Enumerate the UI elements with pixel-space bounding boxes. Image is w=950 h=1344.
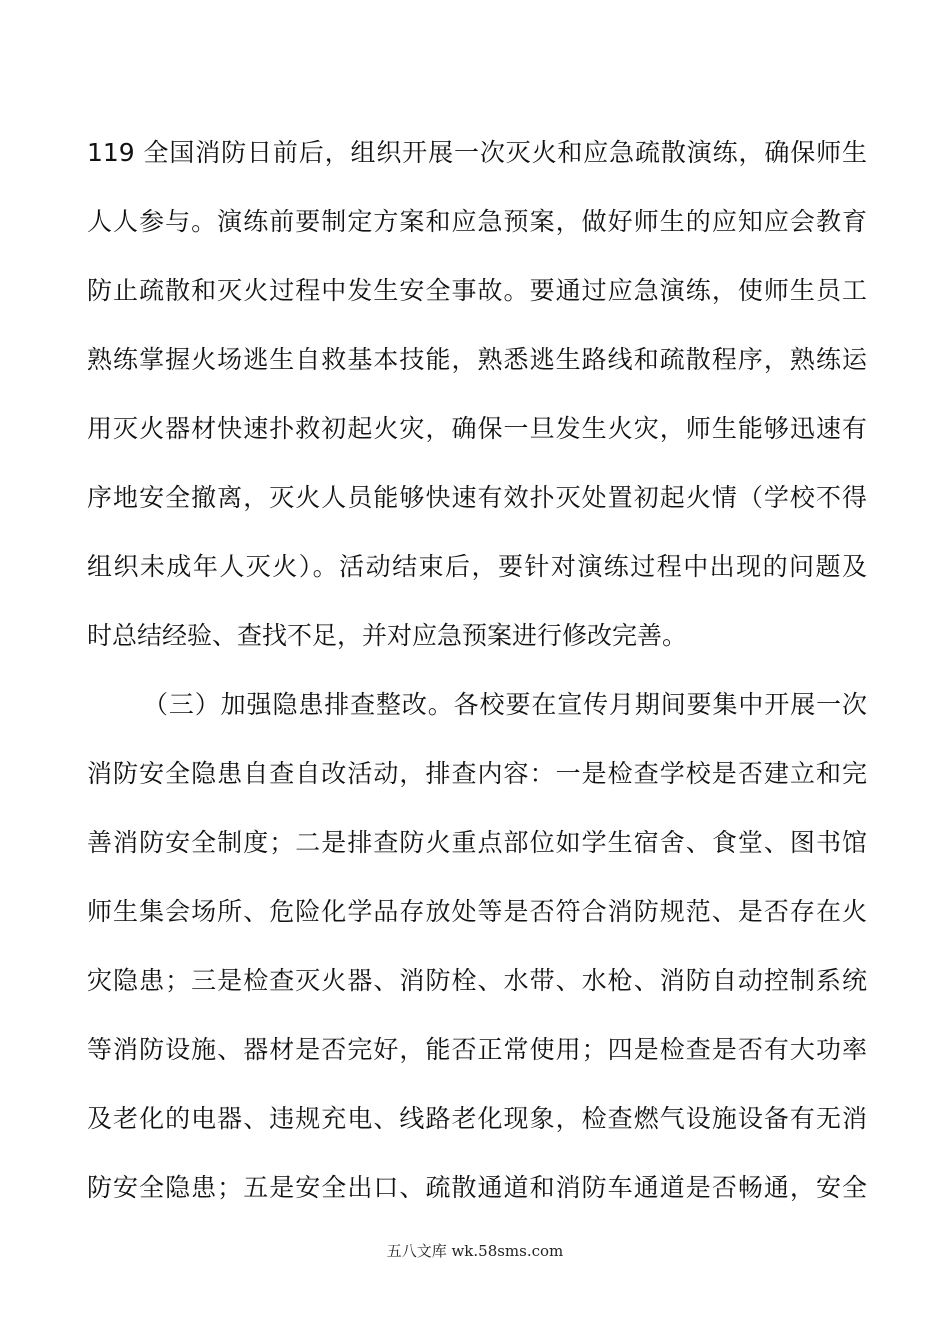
- document-body: [87, 118, 867, 1222]
- paragraph-2-line-5: 灾隐患；三是检查灭火器、消防栓、水带、水枪、消防自动控制系统: [87, 966, 867, 995]
- paragraph-1-line-5: 用灭火器材快速扑救初起火灾，确保一旦发生火灾，师生能够迅速有: [87, 414, 867, 443]
- paragraph-1-line-3: 防止疏散和灭火过程中发生安全事故。要通过应急演练，使师生员工: [87, 276, 867, 305]
- paragraph-1-line-2: 人人参与。演练前要制定方案和应急预案，做好师生的应知应会教育: [87, 207, 867, 236]
- paragraph-2-line-3: 善消防安全制度；二是排查防火重点部位如学生宿舍、食堂、图书馆: [87, 828, 867, 857]
- paragraph-2-line-2: 消防安全隐患自查自改活动，排查内容：一是检查学校是否建立和完: [87, 759, 867, 788]
- paragraph-1-line-1: 119 全国消防日前后，组织开展一次灭火和应急疏散演练，确保师生: [87, 138, 867, 167]
- paragraph-1-line-8: 时总结经验、查找不足，并对应急预案进行修改完善。: [87, 621, 688, 650]
- paragraph-2-line-8: 防安全隐患；五是安全出口、疏散通道和消防车通道是否畅通，安全: [87, 1173, 867, 1202]
- paragraph-1-line-7: 组织未成年人灭火）。活动结束后，要针对演练过程中出现的问题及: [87, 552, 867, 581]
- paragraph-2-line-1: （三）加强隐患排查整改。各校要在宣传月期间要集中开展一次: [143, 690, 867, 719]
- paragraph-1-line-4: 熟练掌握火场逃生自救基本技能，熟悉逃生路线和疏散程序，熟练运: [87, 345, 867, 374]
- page-footer-watermark: 五八文库 wk.58sms.com: [386, 1242, 564, 1260]
- paragraph-2-line-6: 等消防设施、器材是否完好，能否正常使用；四是检查是否有大功率: [87, 1035, 867, 1064]
- paragraph-2-line-7: 及老化的电器、违规充电、线路老化现象，检查燃气设施设备有无消: [87, 1104, 867, 1133]
- paragraph-1-line-6: 序地安全撤离，灭火人员能够快速有效扑灭处置初起火情（学校不得: [87, 483, 867, 512]
- paragraph-2-line-4: 师生集会场所、危险化学品存放处等是否符合消防规范、是否存在火: [87, 897, 867, 926]
